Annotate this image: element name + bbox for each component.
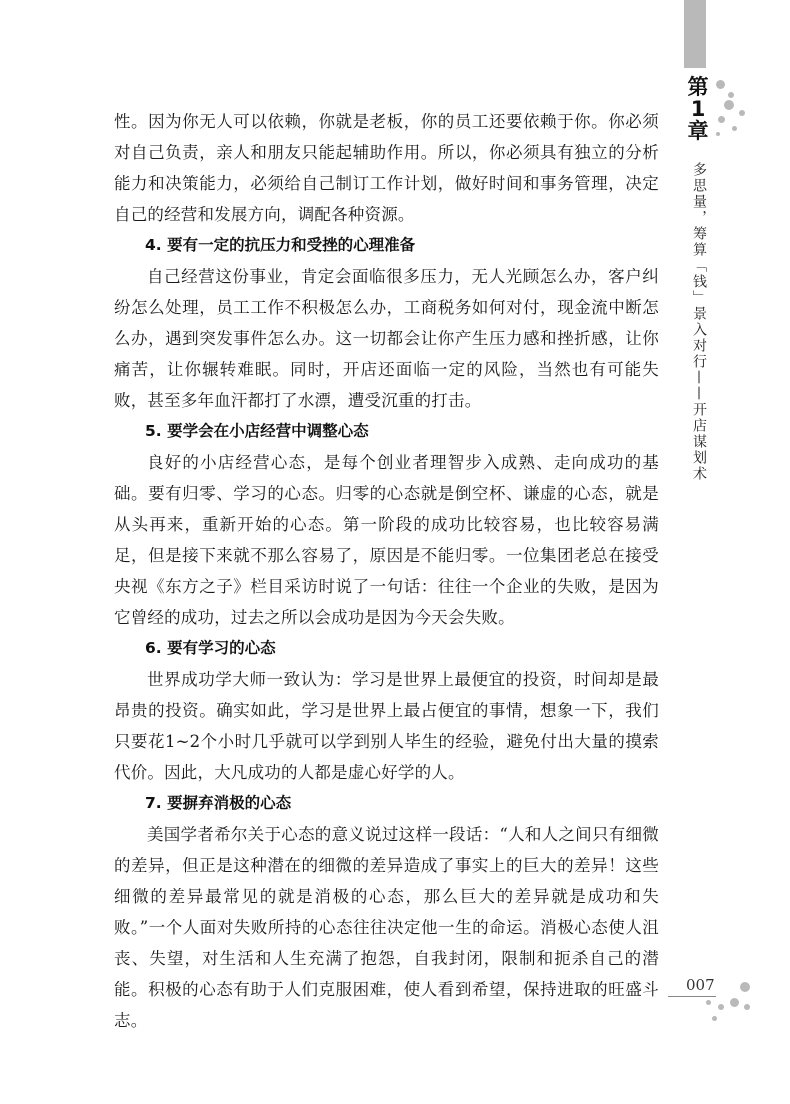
body-text: [114, 106, 659, 1036]
decor-dot: [739, 110, 745, 116]
chapter-marker: [684, 76, 712, 142]
chapter-suffix: 章: [687, 119, 709, 143]
decor-dot: [730, 998, 739, 1007]
section-heading: 6. 要有学习的心态: [145, 639, 276, 657]
paragraph: 美国学者希尔关于心态的意义说过这样一段话：“人和人之间只有细微的差异，但正是这种潜在的细微的差异造成了事实上的巨大的差异！这些细微的差异最常见的就是消极的心态，那么巨大的差异就是成功和失败。”一个人面对失败所持的心态往往决定他一生的命运。消极心态使人沮丧、失望，对生活和人生充满了抱怨，自我封闭，限制和扼杀自己的潜能。积极的心态有助于人们克服困难，使人看到希望，保持进取的旺盛斗志。: [114, 825, 659, 1030]
decor-dot: [740, 982, 750, 992]
section-heading: 4. 要有一定的抗压力和受挫的心理准备: [145, 236, 416, 254]
running-title: 多思量，筹算「钱」景入对行——开店谋划术: [691, 162, 707, 482]
chapter-tab-bar: [684, 0, 706, 68]
section-heading: 7. 要摒弃消极的心态: [145, 794, 292, 812]
decor-dot: [718, 1004, 724, 1010]
decor-dot: [744, 1004, 750, 1010]
paragraph: 性。因为你无人可以依赖，你就是老板，你的员工还要依赖于你。你必须对自己负责，亲人和朋友只能起辅助作用。所以，你必须具有独立的分析能力和决策能力，必须给自己制订工作计划，做好时间和事务管理，决定自己的经营和发展方向，调配各种资源。: [114, 112, 659, 224]
paragraph: 自己经营这份事业，肯定会面临很多压力，无人光顾怎么办，客户纠纷怎么处理，员工工作不积极怎么办，工商税务如何对付，现金流中断怎么办，遇到突发事件怎么办。这一切都会让你产生压力感和挫折感，让你痛苦，让你辗转难眠。同时，开店还面临一定的风险，当然也有可能失败，甚至多年血汗都打了水漂，遭受沉重的打击。: [114, 267, 659, 410]
page-number-rule: [668, 996, 716, 997]
chapter-prefix: 第: [687, 75, 709, 99]
decor-dot: [716, 132, 720, 136]
decor-dot: [718, 116, 725, 123]
decor-dot: [712, 1016, 717, 1021]
decor-dot: [724, 100, 734, 110]
paragraph: 良好的小店经营心态，是每个创业者理智步入成熟、走向成功的基础。要有归零、学习的心态。归零的心态就是倒空杯、谦虚的心态，就是从头再来，重新开始的心态。第一阶段的成功比较容易，也比较容易满足，但是接下来就不那么容易了，原因是不能归零。一位集团老总在接受央视《东方之子》栏目采访时说了一句话：往往一个企业的失败，是因为它曾经的成功，过去之所以会成功是因为今天会失败。: [114, 453, 659, 627]
page-number: 007: [686, 976, 715, 994]
decor-dot: [706, 1000, 711, 1005]
section-heading: 5. 要学会在小店经营中调整心态: [145, 422, 369, 440]
decor-dot: [716, 80, 725, 89]
decor-dot: [732, 126, 737, 131]
chapter-number: 1: [690, 97, 706, 121]
paragraph: 世界成功学大师一致认为：学习是世界上最便宜的投资，时间却是最昂贵的投资。确实如此，学习是世界上最占便宜的事情，想象一下，我们只要花1~2个小时几乎就可以学到别人毕生的经验，避免付出大量的摸索代价。因此，大凡成功的人都是虚心好学的人。: [114, 670, 659, 782]
decor-dot: [728, 92, 734, 98]
